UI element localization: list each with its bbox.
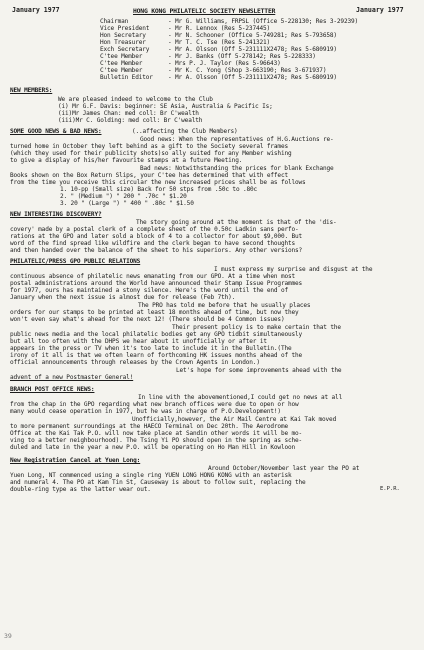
yuen-long-line: Around October/November last year the PO at xyxy=(208,465,360,472)
gpo-relations-line: The PRO has told me before that he usually places xyxy=(138,302,311,309)
officer-role: C'tee Member xyxy=(100,67,143,74)
price-row: 3. 20 " (Large ") " 400 " .80c " $1.50 xyxy=(60,200,194,207)
discovery-line: rations at the GPO and later sold a block of 4 to a collector for about $9,000. But xyxy=(10,233,303,240)
officer-detail: - Mrs P. J. Taylor (Res 5-96643) xyxy=(168,60,281,67)
discovery-line: and then handed over the balance of the sheet to his superiors. Any other versions? xyxy=(10,247,303,254)
officer-role: Hon Treasurer xyxy=(100,39,146,46)
editor-initials: E.P.R. xyxy=(380,486,400,492)
branch-news-line: Unofficially,however, the Air Mail Centre at Kai Tak moved xyxy=(132,416,337,423)
gpo-relations-line: postal administrations around the World have announced their Stamp Issue Programmes xyxy=(10,280,303,287)
gpo-relations-line: appears in the press or TV when it's too late to include it in the Bulletin.(The xyxy=(10,345,292,352)
new-members-line: (iii)Mr C. Golding: med coll: Br C'wealth xyxy=(58,117,203,124)
good-news-line: Books shown on the Box Return Slips, your C'tee has determined that with effect xyxy=(10,172,288,179)
new-members-line: (ii)Mr James Chan: med coll: Br C'wealth xyxy=(58,110,199,117)
gpo-relations-line: Let's hope for some improvements ahead with the xyxy=(176,367,342,374)
officer-detail: - Mr N. Schooner (Office 5-749281; Res 5-793658) xyxy=(168,32,337,39)
officer-detail: - Mr K. C. Yong (Shop 3-663190; Res 3-671937) xyxy=(168,67,327,74)
discovery-heading: NEW INTERESTING DISCOVERY? xyxy=(10,211,102,218)
good-news-heading: SOME GOOD NEWS & BAD NEWS: xyxy=(10,128,102,135)
officer-role: C'tee Member xyxy=(100,53,143,60)
officer-role: C'tee Member xyxy=(100,60,143,67)
new-members-heading: NEW MEMBERS: xyxy=(10,87,53,94)
yuen-long-line: double-ring type as the latter wear out. xyxy=(10,486,151,493)
officer-role: Chairman xyxy=(100,18,129,25)
gpo-relations-line: I must express my surprise and disgust at the xyxy=(214,266,373,273)
new-members-line: We are pleased indeed to welcome to the Club xyxy=(58,96,213,103)
good-news-line: to give a display of his/her favourite stamps at a future Meeting. xyxy=(10,157,243,164)
gpo-relations-line: Their present policy is to make certain that the xyxy=(172,324,341,331)
yuen-long-line: and numeral 4. The PO at Kam Tin St, Causeway is about to follow suit, replacing the xyxy=(10,479,306,486)
gpo-relations-line: won't even say what's ahead for the next 12! (There should be 4 Common issues) xyxy=(10,316,285,323)
officer-role: Bulletin Editor xyxy=(100,74,153,81)
gpo-relations-line: continuous absence of philatelic news emanating from our GPO. At a time when most xyxy=(10,273,296,280)
yuen-long-heading: New Registration Cancel at Yuen Long: xyxy=(10,457,141,464)
officer-detail: - Mr A. Olsson (Off 5-231111X2478; Res 5-680919) xyxy=(168,74,337,81)
gpo-relations-line: orders for our stamps to be printed at least 18 months ahead of time, but now they xyxy=(10,309,299,316)
branch-news-heading: BRANCH POST OFFICE NEWS: xyxy=(10,386,95,393)
good-news-line: from the time you receive this circular the new increased prices shall be as follows xyxy=(10,179,306,186)
price-row: 1. 10-pp (Small size) Back for 50 stps from .50c to .80c xyxy=(60,186,258,193)
date-right: January 1977 xyxy=(356,6,404,14)
branch-news-line: ving to a better neighbourhood). The Tsing Yi PO should open in the spring as sche- xyxy=(10,437,303,444)
officer-role: Vice President xyxy=(100,25,150,32)
branch-news-line: many would cease operation in 1977, but he was in charge of P.O.Development!) xyxy=(10,408,281,415)
gpo-relations-heading: PHILATELIC/PRESS GPO PUBLIC RELATIONS xyxy=(10,258,141,265)
good-news-line: Bad news: Notwithstanding the prices for blank Exchange xyxy=(140,165,334,172)
gpo-relations-line: advent of a new Postmaster General! xyxy=(10,374,134,381)
discovery-line: covery' made by a postal clerk of a complete sheet of the 0.50c Ladkin sans perfo- xyxy=(10,226,299,233)
branch-news-line: Office at the Kai Tak P.O. will now take place at Sandin other words it will be mo- xyxy=(10,430,303,437)
new-members-line: (i) Mr G.F. Davis: beginner: SE Asia, Australia & Pacific Is; xyxy=(58,103,273,110)
date-left: January 1977 xyxy=(12,6,60,14)
officer-detail: - Mr A. Olsson (Off 5-231111X2478; Res 5-680919) xyxy=(168,46,337,53)
gpo-relations-line: official announcements through releases by the Crown Agents in London.) xyxy=(10,359,260,366)
branch-news-line: duled and late in the year a new P.O. will be operating on Ho Man Hill in Kowloon xyxy=(10,444,296,451)
officer-detail: - Mr R. Lennox (Res 5-237445) xyxy=(168,25,271,32)
officer-role: Exch Secretary xyxy=(100,46,150,53)
branch-news-line: In line with the abovementioned,I could get no news at all xyxy=(138,394,343,401)
good-news-line: turned home in October they left behind as a gift to the Society several frames xyxy=(10,143,288,150)
officer-detail: - Mr G. Williams, FRPSL (Office 5-228130; Res 3-29239) xyxy=(168,18,359,25)
discovery-line: The story going around at the moment is that of the 'dis- xyxy=(136,219,337,226)
price-row: 2. " (Medium ") " 200 " .70c " $1.20 xyxy=(60,193,187,200)
gpo-relations-line: for 1977, ours has maintained a stony silence. Here's the word until the end of xyxy=(10,287,288,294)
gpo-relations-line: but all too often with the DHPS we hear about it unofficially or after it xyxy=(10,338,267,345)
branch-news-line: from the chap in the GPO regarding what new branch offices were due to open or how xyxy=(10,401,299,408)
officer-role: Hon Secretary xyxy=(100,32,146,39)
gpo-relations-line: January when the next issue is almost due for release (Feb 7th). xyxy=(10,294,236,301)
officer-detail: - Mr T. C. Tse (Res 5-241321) xyxy=(168,39,271,46)
good-news-line: (..affecting the Club Members) xyxy=(132,128,238,135)
good-news-line: Good news: When the representatives of H.G.Auctions re- xyxy=(140,136,334,143)
page-mark: 39 xyxy=(4,632,12,640)
officer-detail: - Mr J. Banks (Off 5-278142; Res 5-228333) xyxy=(168,53,316,60)
discovery-line: word of the find spread like wildfire and the clerk began to have second thoughts xyxy=(10,240,296,247)
gpo-relations-line: irony of it all is that we often learn of forthcoming HK issues months ahead of the xyxy=(10,352,303,359)
branch-news-line: to more permanent surroundings at the HAECO Terminal on Dec 20th. The Aerodrome xyxy=(10,423,288,430)
good-news-line: (which they used for their publicity shots)so ally suited for any Member wishing xyxy=(10,150,292,157)
newsletter-title: HONG KONG PHILATELIC SOCIETY NEWSLETTER xyxy=(133,7,276,15)
gpo-relations-line: public news media and the local philatelic bodies get any GPO tidbit simultaneously xyxy=(10,331,303,338)
yuen-long-line: Yuen Long, NT commenced using a single ring YUEN LONG HONG KONG with an asterisk xyxy=(10,472,292,479)
